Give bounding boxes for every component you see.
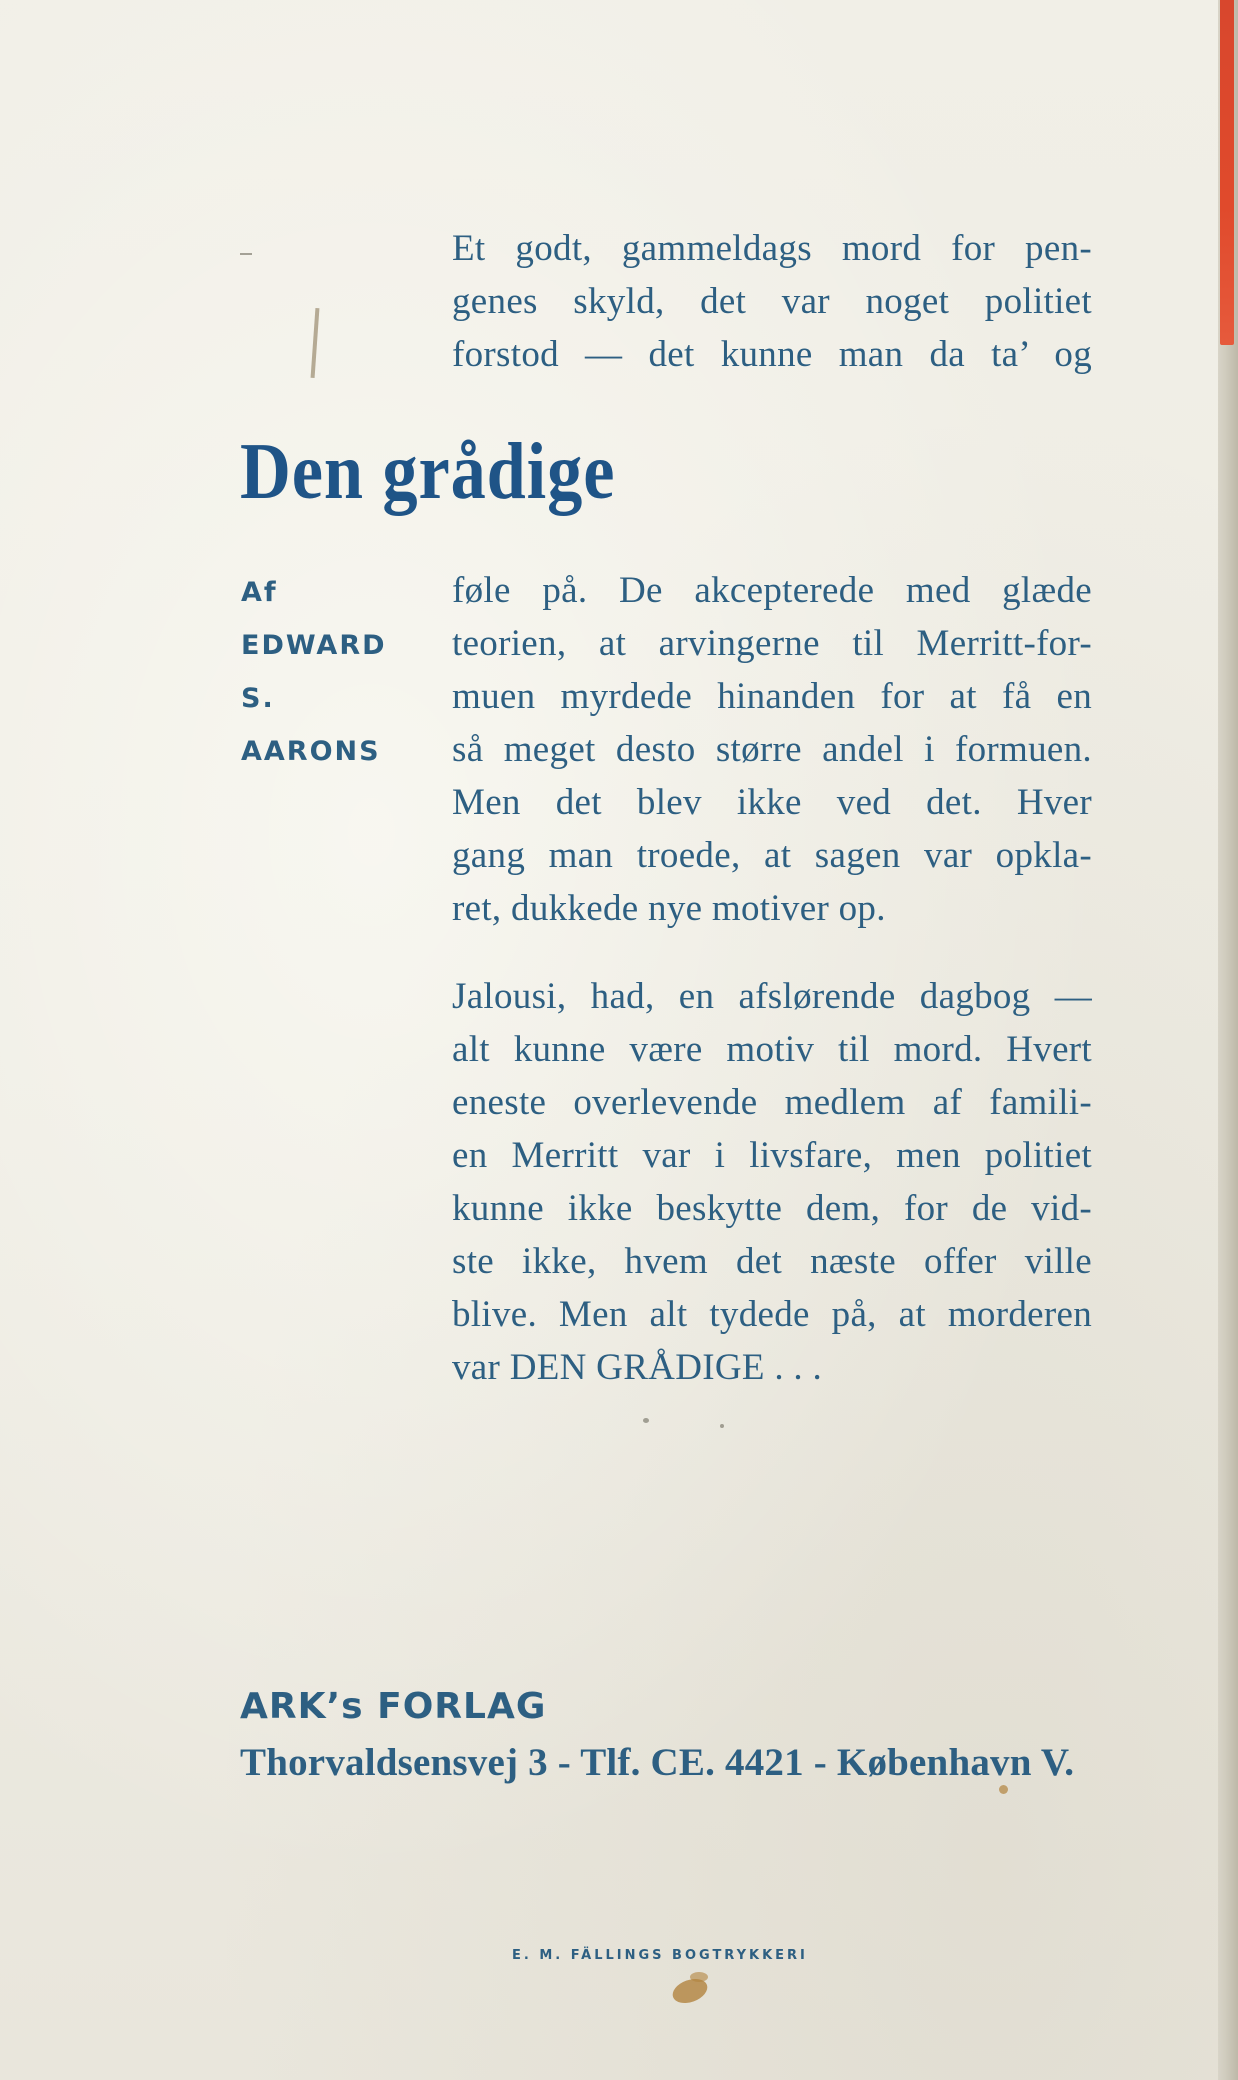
blurb-line: så meget desto større andel i formuen. xyxy=(452,729,1092,770)
blurb-line: eneste overlevende medlem af famili- xyxy=(452,1082,1092,1123)
blurb-line: en Merritt var i livsfare, men politiet xyxy=(452,1135,1092,1176)
paper-scratch xyxy=(720,1424,724,1428)
blurb-paragraph-1 xyxy=(452,564,1092,935)
intro-paragraph xyxy=(452,222,1092,381)
author-line: Af xyxy=(241,577,278,608)
author-line: AARONS xyxy=(241,736,381,767)
blurb-line: Men det blev ikke ved det. Hver xyxy=(452,782,1092,823)
paper-scratch xyxy=(311,308,320,378)
blurb-line: kunne ikke beskytte dem, for de vid- xyxy=(452,1188,1092,1229)
blurb-line: teorien, at arvingerne til Merritt-for- xyxy=(452,623,1092,664)
blurb-line: var DEN GRÅDIGE . . . xyxy=(452,1347,823,1388)
blurb-line: gang man troede, at sagen var opkla- xyxy=(452,835,1092,876)
paper-stain xyxy=(690,1972,708,1982)
publisher-name: ARK’s FORLAG xyxy=(240,1686,547,1727)
blurb-line: alt kunne være motiv til mord. Hvert xyxy=(452,1029,1092,1070)
author-line: EDWARD xyxy=(241,630,387,661)
blurb-line: ste ikke, hvem det næste offer ville xyxy=(452,1241,1092,1282)
blurb-line: blive. Men alt tydede på, at morderen xyxy=(452,1294,1092,1335)
blurb-paragraph-2 xyxy=(452,970,1092,1394)
printer-imprint: E. M. FÄLLINGS BOGTRYKKERI xyxy=(512,1948,808,1963)
intro-line: genes skyld, det var noget politiet xyxy=(452,281,1092,322)
blurb-line: føle på. De akcepterede med glæde xyxy=(452,570,1092,611)
author-block xyxy=(241,566,387,778)
publisher-address: Thorvaldsensvej 3 - Tlf. CE. 4421 - København V. xyxy=(240,1741,1075,1784)
blurb-line: ret, dukkede nye motiver op. xyxy=(452,888,886,929)
blurb-line: muen myrdede hinanden for at få en xyxy=(452,676,1092,717)
blurb-line: Jalousi, had, en afslørende dagbog — xyxy=(452,976,1092,1017)
intro-line: Et godt, gammeldags mord for pen- xyxy=(452,228,1092,269)
red-spine-stripe xyxy=(1220,0,1234,345)
book-title: Den grådige xyxy=(240,428,616,516)
paper-stain xyxy=(999,1785,1008,1794)
paper-scratch xyxy=(643,1418,649,1423)
intro-line: forstod — det kunne man da ta’ og xyxy=(452,334,1092,375)
paper-scratch xyxy=(240,253,252,255)
author-line: S. xyxy=(241,683,275,714)
